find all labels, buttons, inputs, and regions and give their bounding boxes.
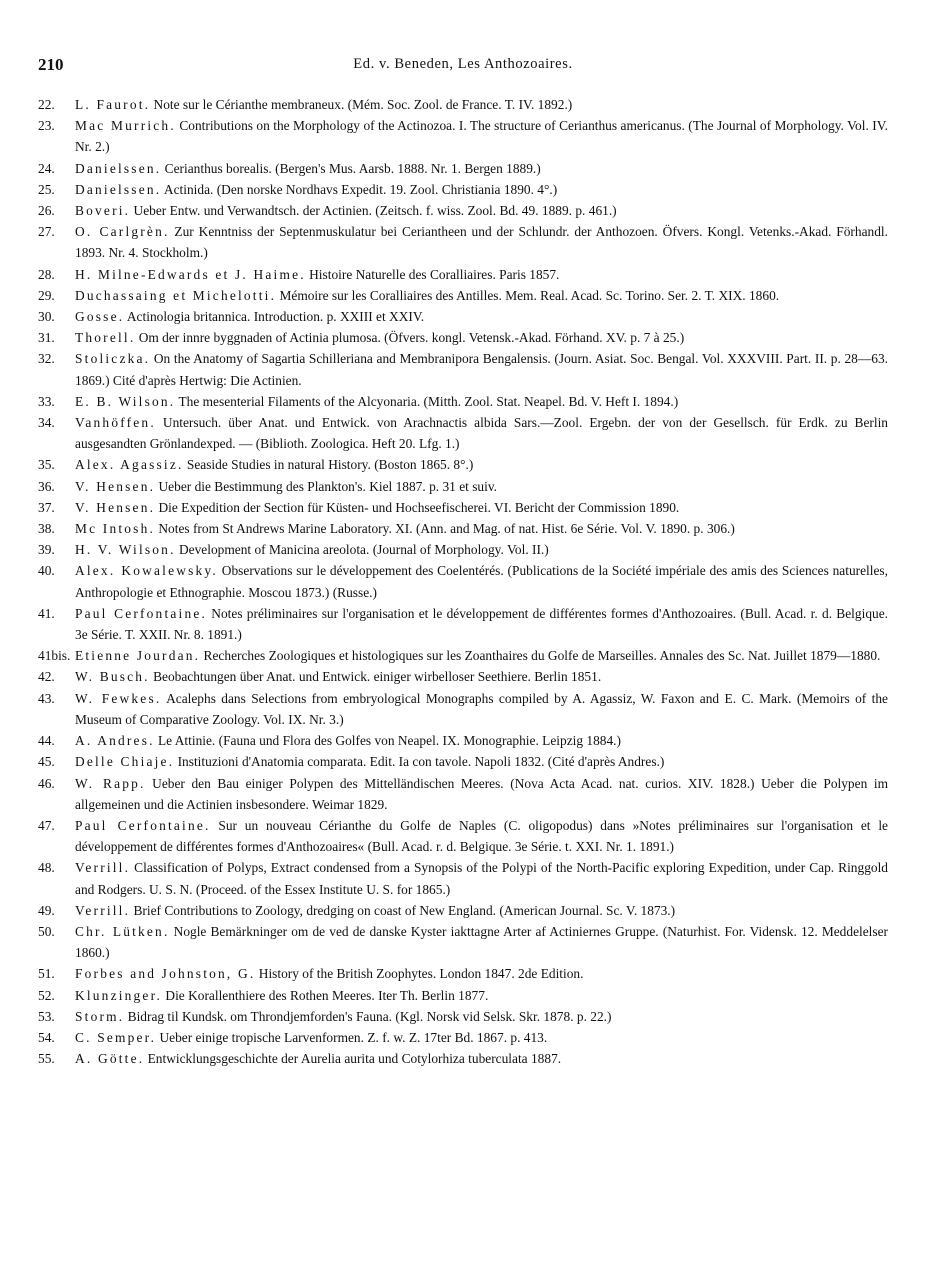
running-title: Ed. v. Beneden, Les Anthozoaires. bbox=[353, 56, 573, 72]
reference-author: Forbes and Johnston, G. bbox=[75, 966, 256, 982]
reference-author: V. Hensen. bbox=[75, 478, 156, 494]
reference-entry bbox=[38, 921, 888, 963]
reference-number: 23. bbox=[38, 118, 55, 134]
reference-text: Cerianthus borealis. (Bergen's Mus. Aarsb. 1888. Nr. 1. Bergen 1889.) bbox=[161, 160, 541, 176]
reference-author: Gosse. bbox=[75, 309, 125, 325]
reference-number: 43. bbox=[38, 690, 55, 706]
reference-text: Beobachtungen über Anat. und Entwick. einiger wirbelloser Seethiere. Berlin 1851. bbox=[149, 669, 602, 685]
reference-entry bbox=[38, 963, 888, 984]
reference-entry bbox=[38, 348, 888, 390]
reference-text: Zur Kenntniss der Septenmuskulatur bei Ceriantheen und der Schlundr. der Anthozoen. Öfvers. Kongl. Vetenks.-Akad. Förhandl. 1893. Nr. 4. Stockholm.) bbox=[75, 224, 888, 261]
reference-number: 54. bbox=[38, 1029, 55, 1045]
reference-entry bbox=[38, 285, 888, 306]
reference-text: Le Attinie. (Fauna und Flora des Golfes von Neapel. IX. Monographie. Leipzig 1884.) bbox=[154, 733, 621, 749]
reference-number: 34. bbox=[38, 415, 55, 431]
reference-text: History of the British Zoophytes. London 1847. 2de Edition. bbox=[255, 966, 584, 982]
reference-text: Classification of Polyps, Extract condensed from a Synopsis of the Polypi of the North-Pacific exploring Expedition, under Cap. Ringgold and Rodgers. U. S. N. (Proceed. of the Essex Institute U. S. for 1865.) bbox=[75, 860, 888, 897]
reference-text: Om der innre byggnaden of Actinia plumosa. (Öfvers. kongl. Vetensk.-Akad. Förhand. XV. p. 7 à 25.) bbox=[135, 330, 685, 346]
reference-entry bbox=[38, 476, 888, 497]
reference-entry bbox=[38, 391, 888, 412]
reference-text: Observations sur le développement des Coelentérés. (Publications de la Société impériale des amis des Sciences naturelles, Anthropologie et Ethnographie. Moscou 1873.) (Russe.) bbox=[75, 563, 888, 600]
reference-entry bbox=[38, 751, 888, 772]
reference-entry bbox=[38, 688, 888, 730]
reference-entry bbox=[38, 1048, 888, 1069]
reference-author: Paul Cerfontaine. bbox=[75, 817, 211, 833]
reference-number: 35. bbox=[38, 457, 55, 473]
reference-number: 51. bbox=[38, 966, 55, 982]
reference-text: Actinida. (Den norske Nordhavs Expedit. 19. Zool. Christiania 1890. 4°.) bbox=[161, 181, 558, 197]
reference-entry bbox=[38, 603, 888, 645]
reference-author: E. B. Wilson. bbox=[75, 393, 176, 409]
reference-text: Die Expedition der Section für Küsten- und Hochseefischerei. VI. Bericht der Commission 1890. bbox=[155, 499, 680, 515]
reference-number: 28. bbox=[38, 266, 55, 282]
reference-entry bbox=[38, 115, 888, 157]
reference-number: 24. bbox=[38, 160, 55, 176]
reference-text: Acalephs dans Selections from embryological Monographs compiled by A. Agassiz, W. Faxon and E. C. Mark. (Memoirs of the Museum of Comparative Zoology. Vol. IX. Nr. 3.) bbox=[75, 690, 888, 727]
reference-author: H. Milne-Edwards et J. Haime. bbox=[75, 266, 306, 282]
reference-entry bbox=[38, 412, 888, 454]
reference-number: 30. bbox=[38, 309, 55, 325]
reference-author: Delle Chiaje. bbox=[75, 754, 175, 770]
reference-number: 52. bbox=[38, 987, 55, 1003]
reference-author: Etienne Jourdan. bbox=[75, 648, 201, 664]
reference-text: Ueber den Bau einiger Polypen des Mittelländischen Meeres. (Nova Acta Acad. nat. curios. XIV. 1828.) Ueber die Polypen im allgemeinen und die Actinien insbesondere. Weimar 1829. bbox=[75, 775, 888, 812]
reference-entry bbox=[38, 1027, 888, 1048]
reference-author: L. Faurot. bbox=[75, 97, 151, 112]
reference-entry bbox=[38, 666, 888, 687]
reference-list bbox=[38, 94, 888, 1069]
reference-author: Storm. bbox=[75, 1008, 125, 1024]
page-header bbox=[38, 55, 888, 79]
reference-text: Bidrag til Kundsk. om Throndjemforden's Fauna. (Kgl. Norsk vid Selsk. Skr. 1878. p. 22.) bbox=[124, 1008, 612, 1024]
reference-number: 26. bbox=[38, 203, 55, 219]
reference-number: 47. bbox=[38, 817, 55, 833]
reference-author: Thorell. bbox=[75, 330, 136, 346]
reference-text: Die Korallenthiere des Rothen Meeres. Iter Th. Berlin 1877. bbox=[162, 987, 489, 1003]
reference-author: Boveri. bbox=[75, 203, 131, 219]
reference-author: Klunzinger. bbox=[75, 987, 163, 1003]
reference-number: 32. bbox=[38, 351, 55, 367]
reference-author: W. Rapp. bbox=[75, 775, 146, 791]
reference-text: Note sur le Cérianthe membraneux. (Mém. Soc. Zool. de France. T. IV. 1892.) bbox=[150, 97, 573, 112]
reference-text: Brief Contributions to Zoology, dredging on coast of New England. (American Journal. Sc. V. 1873.) bbox=[130, 902, 676, 918]
reference-text: Entwicklungsgeschichte der Aurelia aurita und Cotylorhiza tuberculata 1887. bbox=[144, 1051, 562, 1067]
reference-number: 25. bbox=[38, 181, 55, 197]
reference-text: Nogle Bemärkninger om de ved de danske Kyster iakttagne Arter af Actiniernes Gruppe. (Naturhist. For. Vidensk. 12. Meddelelser 1860.) bbox=[75, 923, 889, 961]
reference-author: W. Fewkes. bbox=[75, 690, 162, 706]
reference-text: Mémoire sur les Coralliaires des Antilles. Mem. Real. Acad. Sc. Torino. Ser. 2. T. XIX. 1860. bbox=[276, 287, 780, 303]
reference-text: On the Anatomy of Sagartia Schilleriana and Membranipora Bengalensis. (Journ. Asiat. Soc. Bengal. Vol. XXXVIII. Part. II. p. 28—63. 1869.) Cité d'après Hertwig: Die Actinien. bbox=[75, 351, 888, 388]
reference-text: The mesenterial Filaments of the Alcyonaria. (Mitth. Zool. Stat. Neapel. Bd. V. Heft I. 1894.) bbox=[175, 393, 679, 409]
reference-entry bbox=[38, 94, 888, 115]
reference-author: A. Andres. bbox=[75, 733, 155, 749]
reference-entry bbox=[38, 857, 888, 899]
reference-number: 41. bbox=[38, 605, 55, 621]
reference-entry bbox=[38, 773, 888, 815]
reference-text: Development of Manicina areolota. (Journal of Morphology. Vol. II.) bbox=[175, 542, 549, 558]
reference-author: C. Semper. bbox=[75, 1029, 157, 1045]
reference-author: Chr. Lütken. bbox=[75, 923, 170, 939]
reference-entry bbox=[38, 179, 888, 200]
reference-entry bbox=[38, 539, 888, 560]
reference-entry bbox=[38, 497, 888, 518]
reference-entry bbox=[38, 730, 888, 751]
reference-number: 36. bbox=[38, 478, 55, 494]
reference-entry bbox=[38, 264, 888, 285]
reference-text: Notes préliminaires sur l'organisation et le développement de différentes formes d'Anthozoaires. (Bull. Acad. r. d. Belgique. 3e Série. T. XXII. Nr. 8. 1891.) bbox=[75, 605, 888, 643]
reference-author: Mac Murrich. bbox=[75, 118, 176, 134]
reference-author: Danielssen. bbox=[75, 160, 162, 176]
reference-number: 41bis. bbox=[38, 648, 71, 664]
reference-number: 39. bbox=[38, 542, 55, 558]
reference-entry bbox=[38, 645, 888, 666]
reference-number: 42. bbox=[38, 669, 55, 685]
reference-author: Vanhöffen. bbox=[75, 415, 156, 431]
reference-number: 37. bbox=[38, 499, 55, 515]
reference-number: 49. bbox=[38, 902, 55, 918]
reference-entry bbox=[38, 518, 888, 539]
reference-author: H. V. Wilson. bbox=[75, 542, 176, 558]
reference-entry bbox=[38, 900, 888, 921]
reference-entry bbox=[38, 454, 888, 475]
reference-author: Duchassaing et Michelotti. bbox=[75, 287, 277, 303]
reference-author: W. Busch. bbox=[75, 669, 150, 685]
reference-text: Ueber einige tropische Larvenformen. Z. f. w. Z. 17ter Bd. 1867. p. 413. bbox=[156, 1029, 548, 1045]
reference-number: 45. bbox=[38, 754, 55, 770]
reference-author: Mc Intosh. bbox=[75, 521, 156, 537]
reference-text: Sur un nouveau Cérianthe du Golfe de Naples (C. oligopodus) dans »Notes préliminaires sur l'organisation et le développement de différentes formes d'Anthozoaires« (Bull. Acad. r. d. Belgique. 3e Série. t. XXI. Nr. 1. 1891.) bbox=[75, 817, 888, 855]
reference-number: 40. bbox=[38, 563, 55, 579]
reference-entry bbox=[38, 560, 888, 602]
reference-text: Actinologia britannica. Introduction. p. XXIII et XXIV. bbox=[124, 309, 425, 325]
reference-text: Ueber Entw. und Verwandtsch. der Actinien. (Zeitsch. f. wiss. Zool. Bd. 49. 1889. p. 461.) bbox=[130, 203, 617, 219]
reference-number: 29. bbox=[38, 287, 55, 303]
reference-author: Danielssen. bbox=[75, 181, 162, 197]
reference-number: 53. bbox=[38, 1008, 55, 1024]
reference-author: Stoliczka. bbox=[75, 351, 151, 367]
reference-author: A. Götte. bbox=[75, 1051, 145, 1067]
reference-text: Ueber die Bestimmung des Plankton's. Kiel 1887. p. 31 et suiv. bbox=[155, 478, 498, 494]
reference-entry bbox=[38, 327, 888, 348]
reference-entry bbox=[38, 200, 888, 221]
page-number: 210 bbox=[38, 55, 64, 74]
reference-author: Verrill. bbox=[75, 860, 131, 876]
reference-text: Histoire Naturelle des Coralliaires. Paris 1857. bbox=[305, 266, 560, 282]
reference-entry bbox=[38, 985, 888, 1006]
reference-entry bbox=[38, 815, 888, 857]
reference-author: Alex. Kowalewsky. bbox=[75, 563, 218, 579]
reference-number: 44. bbox=[38, 733, 55, 749]
reference-number: 31. bbox=[38, 330, 55, 346]
reference-entry bbox=[38, 306, 888, 327]
reference-entry bbox=[38, 221, 888, 263]
reference-number: 50. bbox=[38, 923, 55, 939]
reference-number: 27. bbox=[38, 224, 55, 240]
reference-text: Notes from St Andrews Marine Laboratory. XI. (Ann. and Mag. of nat. Hist. 6e Série. Vol. V. 1890. p. 306.) bbox=[155, 521, 735, 537]
reference-text: Untersuch. über Anat. und Entwick. von Arachnactis albida Sars.—Zool. Ergebn. der von der Gesellsch. für Erdk. zu Berlin ausgesandten Grönlandexped. — (Biblioth. Zoologica. Heft 20. Lfg. 1.) bbox=[75, 415, 888, 452]
reference-number: 22. bbox=[38, 97, 55, 112]
reference-text: Recherches Zoologiques et histologiques sur les Zoanthaires du Golfe de Marseilles. Annales des Sc. Nat. Juillet 1879—1880. bbox=[200, 648, 881, 664]
reference-text: Seaside Studies in natural History. (Boston 1865. 8°.) bbox=[183, 457, 474, 473]
reference-author: Paul Cerfontaine. bbox=[75, 605, 208, 621]
reference-entry bbox=[38, 158, 888, 179]
reference-number: 38. bbox=[38, 521, 55, 537]
reference-text: Instituzioni d'Anatomia comparata. Edit. Ia con tavole. Napoli 1832. (Cité d'après Andres.) bbox=[174, 754, 665, 770]
reference-author: Alex. Agassiz. bbox=[75, 457, 184, 473]
reference-author: Verrill. bbox=[75, 902, 131, 918]
reference-author: O. Carlgrèn. bbox=[75, 224, 170, 240]
reference-number: 55. bbox=[38, 1051, 55, 1067]
reference-number: 48. bbox=[38, 860, 55, 876]
reference-number: 46. bbox=[38, 775, 55, 791]
reference-entry bbox=[38, 1006, 888, 1027]
reference-text: Contributions on the Morphology of the Actinozoa. I. The structure of Cerianthus americanus. (The Journal of Morphology. Vol. IV. Nr. 2.) bbox=[75, 118, 888, 155]
reference-number: 33. bbox=[38, 393, 55, 409]
reference-author: V. Hensen. bbox=[75, 499, 156, 515]
